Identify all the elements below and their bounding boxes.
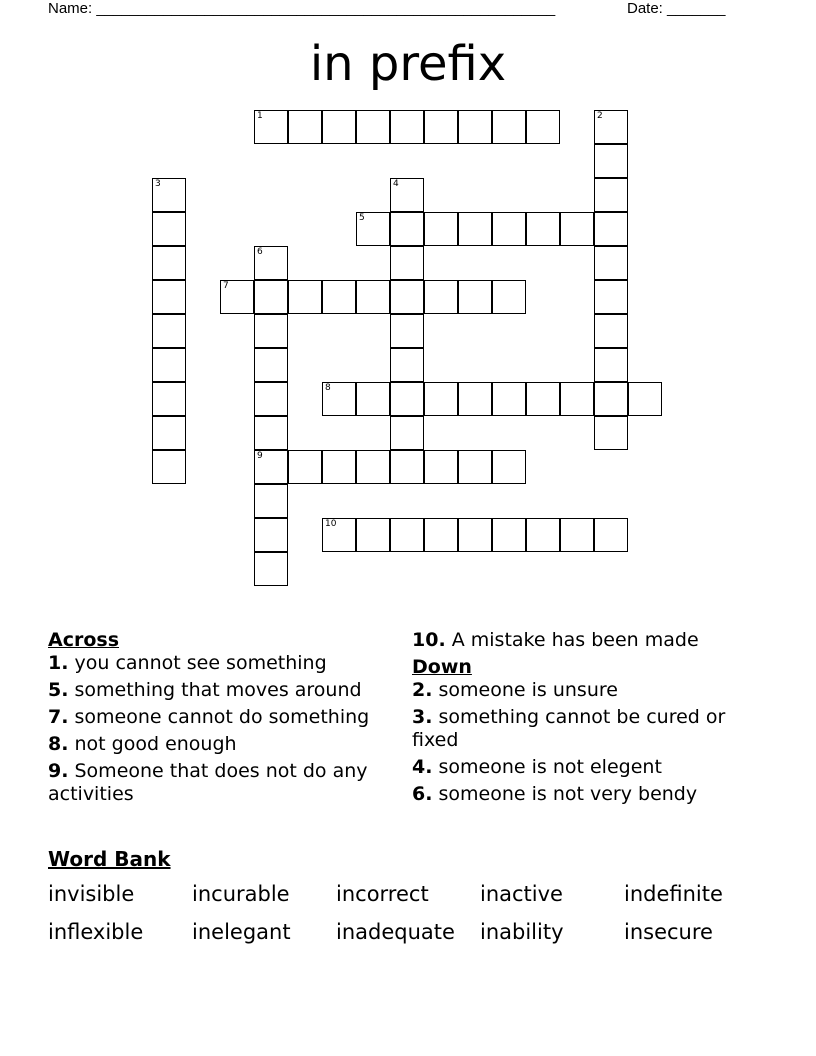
grid-cell[interactable] xyxy=(390,382,424,416)
grid-cell[interactable] xyxy=(288,280,322,314)
grid-cell[interactable] xyxy=(628,382,662,416)
grid-cell[interactable] xyxy=(526,382,560,416)
grid-cell[interactable] xyxy=(390,178,424,212)
word-bank xyxy=(48,880,788,946)
clue-text: not good enough xyxy=(74,733,237,755)
grid-cell[interactable] xyxy=(356,450,390,484)
grid-cell[interactable] xyxy=(390,314,424,348)
grid-cell[interactable] xyxy=(356,518,390,552)
grid-cell[interactable] xyxy=(492,110,526,144)
grid-cell[interactable] xyxy=(594,348,628,382)
clues-right-column xyxy=(412,629,772,810)
clue-text: someone cannot do something xyxy=(74,706,370,728)
grid-cell[interactable] xyxy=(594,416,628,450)
grid-cell[interactable] xyxy=(594,212,628,246)
grid-cell[interactable] xyxy=(322,450,356,484)
grid-cell[interactable] xyxy=(356,110,390,144)
grid-cell[interactable] xyxy=(254,314,288,348)
grid-cell[interactable] xyxy=(356,280,390,314)
grid-cell[interactable] xyxy=(594,110,628,144)
grid-cell[interactable] xyxy=(526,212,560,246)
word-bank-item: inability xyxy=(480,920,564,944)
grid-cell[interactable] xyxy=(424,518,458,552)
clue-number: 2. xyxy=(412,679,433,701)
clue-number-label: 2 xyxy=(597,111,603,121)
grid-cell[interactable] xyxy=(526,110,560,144)
grid-cell[interactable] xyxy=(254,416,288,450)
grid-cell[interactable] xyxy=(424,450,458,484)
grid-cell[interactable] xyxy=(458,382,492,416)
grid-cell[interactable] xyxy=(560,518,594,552)
clue-number: 7. xyxy=(48,706,69,728)
grid-cell[interactable] xyxy=(526,518,560,552)
clue-number-label: 6 xyxy=(257,247,263,257)
clue-text: Someone that does not do any activities xyxy=(48,760,368,805)
grid-cell[interactable] xyxy=(390,280,424,314)
grid-cell[interactable] xyxy=(152,382,186,416)
grid-cell[interactable] xyxy=(254,484,288,518)
clue-down-4 xyxy=(412,756,772,779)
grid-cell[interactable] xyxy=(254,280,288,314)
grid-cell[interactable] xyxy=(152,416,186,450)
clue-text: someone is not very bendy xyxy=(438,783,698,805)
grid-cell[interactable] xyxy=(356,212,390,246)
grid-cell[interactable] xyxy=(254,382,288,416)
clue-across-7 xyxy=(48,706,393,729)
grid-cell[interactable] xyxy=(594,518,628,552)
grid-cell[interactable] xyxy=(152,314,186,348)
grid-cell[interactable] xyxy=(254,450,288,484)
grid-cell[interactable] xyxy=(424,212,458,246)
grid-cell[interactable] xyxy=(390,110,424,144)
grid-cell[interactable] xyxy=(424,280,458,314)
clue-text: something cannot be cured or fixed xyxy=(412,706,726,751)
clue-number: 10. xyxy=(412,629,446,651)
grid-cell[interactable] xyxy=(492,382,526,416)
clue-text: A mistake has been made xyxy=(451,629,699,651)
clue-across-1 xyxy=(48,652,393,675)
clue-down-3 xyxy=(412,706,772,752)
grid-cell[interactable] xyxy=(560,212,594,246)
clue-number-label: 9 xyxy=(257,451,263,461)
clue-down-6 xyxy=(412,783,772,806)
page-title: in prefix xyxy=(309,36,507,92)
grid-cell[interactable] xyxy=(254,246,288,280)
grid-cell[interactable] xyxy=(390,246,424,280)
word-bank-item: inelegant xyxy=(192,920,291,944)
clue-across-10 xyxy=(412,629,772,652)
grid-cell[interactable] xyxy=(492,212,526,246)
grid-cell[interactable] xyxy=(152,280,186,314)
across-heading: Across xyxy=(48,629,120,651)
word-bank-item: invisible xyxy=(48,882,135,906)
clue-number: 6. xyxy=(412,783,433,805)
name-line: Name: _______________________________________________________ xyxy=(48,0,556,17)
grid-cell[interactable] xyxy=(254,110,288,144)
clues-left-column xyxy=(48,629,393,810)
clue-number: 3. xyxy=(412,706,433,728)
grid-cell[interactable] xyxy=(220,280,254,314)
grid-cell[interactable] xyxy=(390,450,424,484)
grid-cell[interactable] xyxy=(152,450,186,484)
word-bank-item: incorrect xyxy=(336,882,429,906)
grid-cell[interactable] xyxy=(492,450,526,484)
grid-cell[interactable] xyxy=(560,382,594,416)
grid-cell[interactable] xyxy=(356,382,390,416)
clue-text: someone is unsure xyxy=(438,679,618,701)
grid-cell[interactable] xyxy=(390,416,424,450)
clue-number: 4. xyxy=(412,756,433,778)
clue-number: 5. xyxy=(48,679,69,701)
date-line: Date: _______ xyxy=(627,0,726,17)
grid-cell[interactable] xyxy=(594,178,628,212)
clue-number: 1. xyxy=(48,652,69,674)
grid-cell[interactable] xyxy=(322,518,356,552)
grid-cell[interactable] xyxy=(458,212,492,246)
grid-cell[interactable] xyxy=(458,450,492,484)
word-bank-item: incurable xyxy=(192,882,290,906)
clue-number-label: 3 xyxy=(155,179,161,189)
grid-cell[interactable] xyxy=(152,246,186,280)
word-bank-heading: Word Bank xyxy=(48,847,171,871)
clue-number: 9. xyxy=(48,760,69,782)
grid-cell[interactable] xyxy=(322,110,356,144)
grid-cell[interactable] xyxy=(152,178,186,212)
grid-cell[interactable] xyxy=(152,212,186,246)
grid-cell[interactable] xyxy=(288,110,322,144)
clue-number: 8. xyxy=(48,733,69,755)
grid-cell[interactable] xyxy=(254,348,288,382)
grid-cell[interactable] xyxy=(458,280,492,314)
clue-text: someone is not elegent xyxy=(438,756,662,778)
clue-across-9 xyxy=(48,760,393,806)
grid-cell[interactable] xyxy=(594,280,628,314)
grid-cell[interactable] xyxy=(152,348,186,382)
word-bank-item: indefinite xyxy=(624,882,723,906)
clue-number-label: 7 xyxy=(223,281,229,291)
grid-cell[interactable] xyxy=(458,110,492,144)
clue-text: something that moves around xyxy=(74,679,362,701)
word-bank-item: inflexible xyxy=(48,920,144,944)
grid-cell[interactable] xyxy=(390,518,424,552)
word-bank-item: inactive xyxy=(480,882,563,906)
grid-cell[interactable] xyxy=(594,246,628,280)
grid-cell[interactable] xyxy=(322,382,356,416)
clue-number-label: 10 xyxy=(325,519,337,529)
grid-cell[interactable] xyxy=(594,314,628,348)
grid-cell[interactable] xyxy=(492,280,526,314)
clue-number-label: 1 xyxy=(257,111,263,121)
clue-number-label: 8 xyxy=(325,383,331,393)
grid-cell[interactable] xyxy=(424,382,458,416)
grid-cell[interactable] xyxy=(390,212,424,246)
grid-cell[interactable] xyxy=(390,348,424,382)
word-bank-item: inadequate xyxy=(336,920,455,944)
grid-cell[interactable] xyxy=(254,518,288,552)
grid-cell[interactable] xyxy=(492,518,526,552)
word-bank-item: insecure xyxy=(624,920,713,944)
grid-cell[interactable] xyxy=(288,450,322,484)
clue-down-2 xyxy=(412,679,772,702)
grid-cell[interactable] xyxy=(458,518,492,552)
grid-cell[interactable] xyxy=(254,552,288,586)
clue-number-label: 4 xyxy=(393,179,399,189)
grid-cell[interactable] xyxy=(594,144,628,178)
clue-text: you cannot see something xyxy=(74,652,327,674)
grid-cell[interactable] xyxy=(594,382,628,416)
down-heading: Down xyxy=(412,656,472,678)
grid-cell[interactable] xyxy=(424,110,458,144)
clue-across-8 xyxy=(48,733,393,756)
clue-number-label: 5 xyxy=(359,213,365,223)
clue-across-5 xyxy=(48,679,393,702)
grid-cell[interactable] xyxy=(322,280,356,314)
